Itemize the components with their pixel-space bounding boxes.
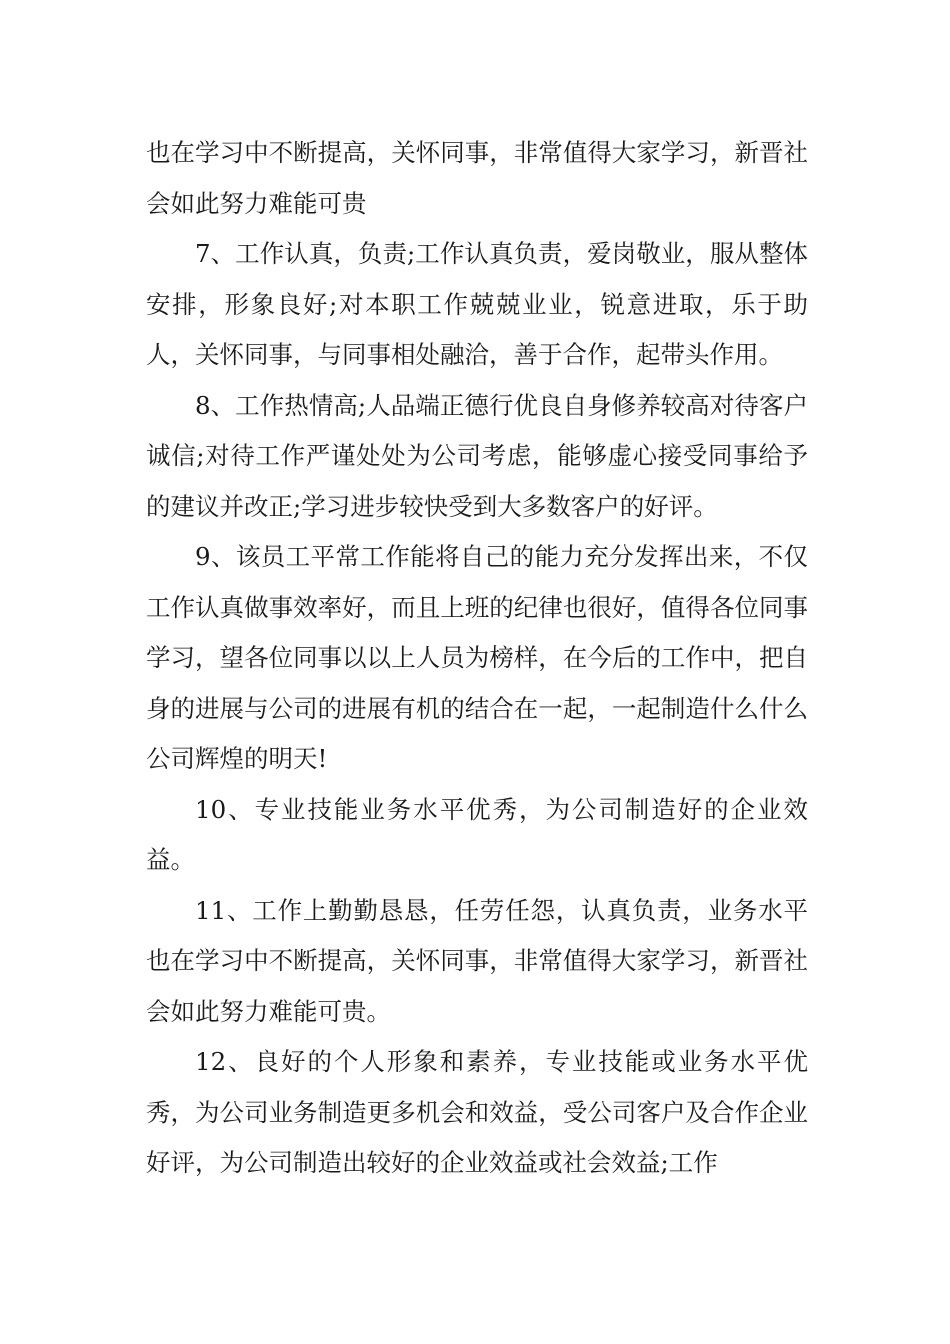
document-body: [146, 128, 808, 1189]
paragraph-item-11: 11、工作上勤勤恳恳，任劳任怨，认真负责，业务水平也在学习中不断提高，关怀同事，非常值得大家学习，新晋社会如此努力难能可贵。: [146, 895, 808, 1026]
paragraph-item-7: 7、工作认真，负责;工作认真负责，爱岗敬业，服从整体安排，形象良好;对本职工作兢兢业业，锐意进取，乐于助人，关怀同事，与同事相处融洽，善于合作，起带头作用。: [146, 239, 808, 369]
paragraph-continuation: 也在学习中不断提高，关怀同事，非常值得大家学习，新晋社会如此努力难能可贵: [146, 138, 808, 218]
paragraph-item-12: 12、良好的个人形象和素养，专业技能或业务水平优秀，为公司业务制造更多机会和效益，受公司客户及合作企业好评，为公司制造出较好的企业效益或社会效益;工作: [146, 1047, 808, 1177]
paragraph-item-9: 9、该员工平常工作能将自己的能力充分发挥出来，不仅工作认真做事效率好，而且上班的纪律也很好，值得各位同事学习，望各位同事以以上人员为榜样，在今后的工作中，把自身的进展与公司的进展有机的结合在一起，一起制造什么什么公司辉煌的明天!: [146, 542, 808, 773]
paragraph-item-8: 8、工作热情高;人品端正德行优良自身修养较高对待客户诚信;对待工作严谨处处为公司考虑，能够虚心接受同事给予的建议并改正;学习进步较快受到大多数客户的好评。: [146, 390, 808, 521]
paragraph-item-10: 10、专业技能业务水平优秀，为公司制造好的企业效益。: [146, 794, 808, 874]
